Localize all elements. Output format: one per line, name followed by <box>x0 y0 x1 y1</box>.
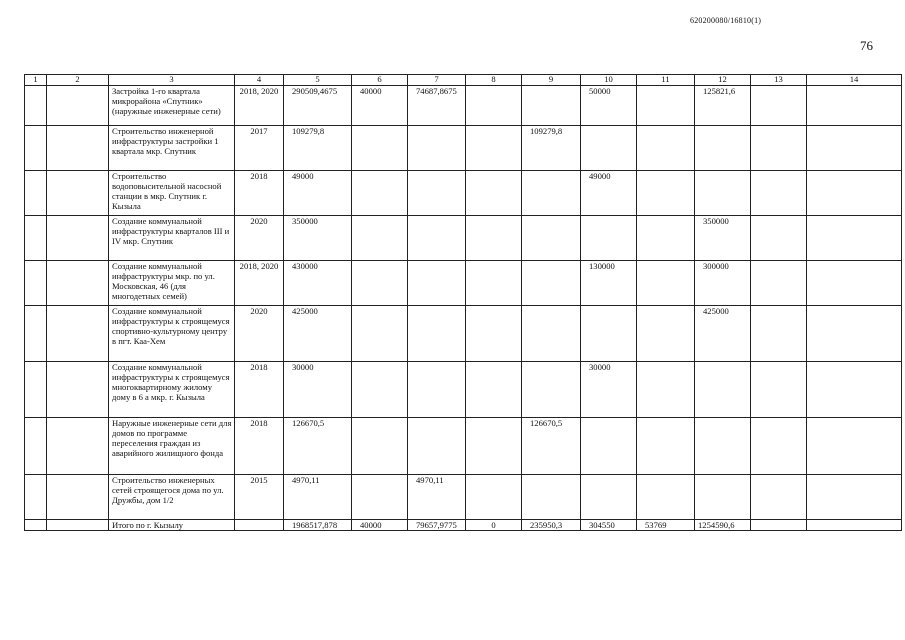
col-12-cell <box>695 126 751 171</box>
table-row <box>25 126 902 171</box>
col-14-cell <box>807 171 902 216</box>
col-1-cell <box>25 171 47 216</box>
total-col-10: 304550 <box>581 520 637 531</box>
col-2-cell <box>47 475 109 520</box>
total-label: Итого по г. Кызылу <box>109 520 235 531</box>
col-11-cell <box>637 475 695 520</box>
col-9-cell <box>522 306 581 362</box>
col-8-cell <box>466 171 522 216</box>
page-number: 76 <box>860 38 873 53</box>
col-11-cell <box>637 126 695 171</box>
col-11-cell <box>637 418 695 475</box>
col-9-cell <box>522 261 581 306</box>
object-name-cell: Наружные инженерные сети для домов по программе переселения граждан из аварийного жилищного фонда <box>109 418 235 475</box>
col-5-cell: 4970,11 <box>284 475 352 520</box>
col-12-cell: 300000 <box>695 261 751 306</box>
col-14-cell <box>807 216 902 261</box>
column-header: 3 <box>109 75 235 86</box>
table-row <box>25 86 902 126</box>
col-8-cell <box>466 261 522 306</box>
column-number-row <box>25 75 902 86</box>
col-5-cell: 290509,4675 <box>284 86 352 126</box>
col-14-cell <box>807 520 902 531</box>
year-cell: 2015 <box>235 475 284 520</box>
col-13-cell <box>751 362 807 418</box>
col-8-cell <box>466 418 522 475</box>
table-row <box>25 362 902 418</box>
col-7-cell <box>408 306 466 362</box>
col-8-cell <box>466 126 522 171</box>
total-col-7: 79657,9775 <box>408 520 466 531</box>
col-9-cell <box>522 216 581 261</box>
column-header: 2 <box>47 75 109 86</box>
column-header: 4 <box>235 75 284 86</box>
year-cell: 2018, 2020 <box>235 86 284 126</box>
col-13-cell <box>751 475 807 520</box>
col-8-cell <box>466 362 522 418</box>
col-1-cell <box>25 418 47 475</box>
col-2-cell <box>47 126 109 171</box>
col-9-cell: 126670,5 <box>522 418 581 475</box>
col-13-cell <box>751 306 807 362</box>
total-col-5: 1968517,878 <box>284 520 352 531</box>
col-7-cell <box>408 261 466 306</box>
column-header: 12 <box>695 75 751 86</box>
object-name-cell: Создание коммунальной инфраструктуры мкр. по ул. Московская, 46 (для многодетных семей) <box>109 261 235 306</box>
object-name-cell: Застройка 1-го квартала микрорайона «Спутник» (наружные инженерные сети) <box>109 86 235 126</box>
col-14-cell <box>807 475 902 520</box>
col-9-cell <box>522 171 581 216</box>
column-header: 13 <box>751 75 807 86</box>
col-5-cell: 430000 <box>284 261 352 306</box>
object-name-cell: Строительство инженерной инфраструктуры застройки 1 квартала мкр. Спутник <box>109 126 235 171</box>
col-1-cell <box>25 261 47 306</box>
col-12-cell: 425000 <box>695 306 751 362</box>
col-1-cell <box>25 126 47 171</box>
col-14-cell <box>807 261 902 306</box>
col-11-cell <box>637 362 695 418</box>
document-id: 620200080/16810(1) <box>690 16 762 25</box>
year-cell: 2017 <box>235 126 284 171</box>
col-6-cell <box>352 475 408 520</box>
col-8-cell <box>466 475 522 520</box>
col-6-cell <box>352 261 408 306</box>
col-14-cell <box>807 362 902 418</box>
col-9-cell: 109279,8 <box>522 126 581 171</box>
col-13-cell <box>751 261 807 306</box>
table-row <box>25 306 902 362</box>
col-14-cell <box>807 86 902 126</box>
col-11-cell <box>637 306 695 362</box>
col-9-cell <box>522 86 581 126</box>
table-row <box>25 216 902 261</box>
col-12-cell <box>695 171 751 216</box>
col-6-cell <box>352 362 408 418</box>
col-10-cell <box>581 418 637 475</box>
col-7-cell: 74687,8675 <box>408 86 466 126</box>
col-10-cell <box>581 475 637 520</box>
col-2-cell <box>47 261 109 306</box>
col-7-cell <box>408 418 466 475</box>
data-table <box>24 74 902 531</box>
year-cell: 2020 <box>235 306 284 362</box>
col-6-cell <box>352 418 408 475</box>
col-10-cell <box>581 216 637 261</box>
object-name-cell: Создание коммунальной инфраструктуры к строящемуся спортивно-культурному центру в пгт. Каа-Хем <box>109 306 235 362</box>
year-cell <box>235 520 284 531</box>
col-7-cell: 4970,11 <box>408 475 466 520</box>
col-1-cell <box>25 306 47 362</box>
col-6-cell: 40000 <box>352 86 408 126</box>
total-col-8: 0 <box>466 520 522 531</box>
year-cell: 2018 <box>235 362 284 418</box>
column-header: 8 <box>466 75 522 86</box>
col-5-cell: 109279,8 <box>284 126 352 171</box>
total-col-12: 1254590,6 <box>695 520 751 531</box>
col-2-cell <box>47 86 109 126</box>
col-12-cell: 125821,6 <box>695 86 751 126</box>
col-7-cell <box>408 216 466 261</box>
column-header: 7 <box>408 75 466 86</box>
col-13-cell <box>751 171 807 216</box>
col-9-cell <box>522 475 581 520</box>
col-8-cell <box>466 216 522 261</box>
column-header: 6 <box>352 75 408 86</box>
total-col-6: 40000 <box>352 520 408 531</box>
col-6-cell <box>352 171 408 216</box>
col-2-cell <box>47 306 109 362</box>
col-7-cell <box>408 126 466 171</box>
column-header: 1 <box>25 75 47 86</box>
column-header: 11 <box>637 75 695 86</box>
col-8-cell <box>466 306 522 362</box>
col-12-cell <box>695 362 751 418</box>
col-13-cell <box>751 86 807 126</box>
col-1-cell <box>25 520 47 531</box>
column-header: 10 <box>581 75 637 86</box>
col-14-cell <box>807 306 902 362</box>
col-11-cell <box>637 86 695 126</box>
column-header: 5 <box>284 75 352 86</box>
col-2-cell <box>47 418 109 475</box>
col-2-cell <box>47 362 109 418</box>
col-2-cell <box>47 171 109 216</box>
col-14-cell <box>807 126 902 171</box>
col-9-cell <box>522 362 581 418</box>
table-row <box>25 475 902 520</box>
col-7-cell <box>408 171 466 216</box>
col-10-cell: 49000 <box>581 171 637 216</box>
col-10-cell: 130000 <box>581 261 637 306</box>
year-cell: 2018 <box>235 418 284 475</box>
col-6-cell <box>352 306 408 362</box>
col-11-cell <box>637 171 695 216</box>
total-row <box>25 520 902 531</box>
col-1-cell <box>25 362 47 418</box>
col-10-cell: 50000 <box>581 86 637 126</box>
col-2-cell <box>47 520 109 531</box>
col-12-cell: 350000 <box>695 216 751 261</box>
col-13-cell <box>751 520 807 531</box>
col-1-cell <box>25 475 47 520</box>
object-name-cell: Создание коммунальной инфраструктуры кварталов III и IV мкр. Спутник <box>109 216 235 261</box>
col-1-cell <box>25 216 47 261</box>
object-name-cell: Создание коммунальной инфраструктуры к строящемуся многоквартирному жилому дому в 6 а мкр. г. Кызыла <box>109 362 235 418</box>
year-cell: 2018 <box>235 171 284 216</box>
table-row <box>25 418 902 475</box>
year-cell: 2018, 2020 <box>235 261 284 306</box>
table-row <box>25 171 902 216</box>
col-5-cell: 49000 <box>284 171 352 216</box>
col-11-cell <box>637 216 695 261</box>
col-12-cell <box>695 418 751 475</box>
col-2-cell <box>47 216 109 261</box>
col-13-cell <box>751 216 807 261</box>
total-col-9: 235950,3 <box>522 520 581 531</box>
col-11-cell <box>637 261 695 306</box>
column-header: 14 <box>807 75 902 86</box>
col-1-cell <box>25 86 47 126</box>
object-name-cell: Строительство водоповысительной насосной станции в мкр. Спутник г. Кызыла <box>109 171 235 216</box>
col-14-cell <box>807 418 902 475</box>
table-row <box>25 261 902 306</box>
col-5-cell: 30000 <box>284 362 352 418</box>
col-13-cell <box>751 126 807 171</box>
col-5-cell: 425000 <box>284 306 352 362</box>
total-col-11: 53769 <box>637 520 695 531</box>
object-name-cell: Строительство инженерных сетей строящегося дома по ул. Дружбы, дом 1/2 <box>109 475 235 520</box>
column-header: 9 <box>522 75 581 86</box>
col-12-cell <box>695 475 751 520</box>
col-10-cell: 30000 <box>581 362 637 418</box>
col-13-cell <box>751 418 807 475</box>
year-cell: 2020 <box>235 216 284 261</box>
col-7-cell <box>408 362 466 418</box>
col-10-cell <box>581 306 637 362</box>
col-6-cell <box>352 126 408 171</box>
col-10-cell <box>581 126 637 171</box>
col-5-cell: 126670,5 <box>284 418 352 475</box>
col-6-cell <box>352 216 408 261</box>
col-8-cell <box>466 86 522 126</box>
col-5-cell: 350000 <box>284 216 352 261</box>
